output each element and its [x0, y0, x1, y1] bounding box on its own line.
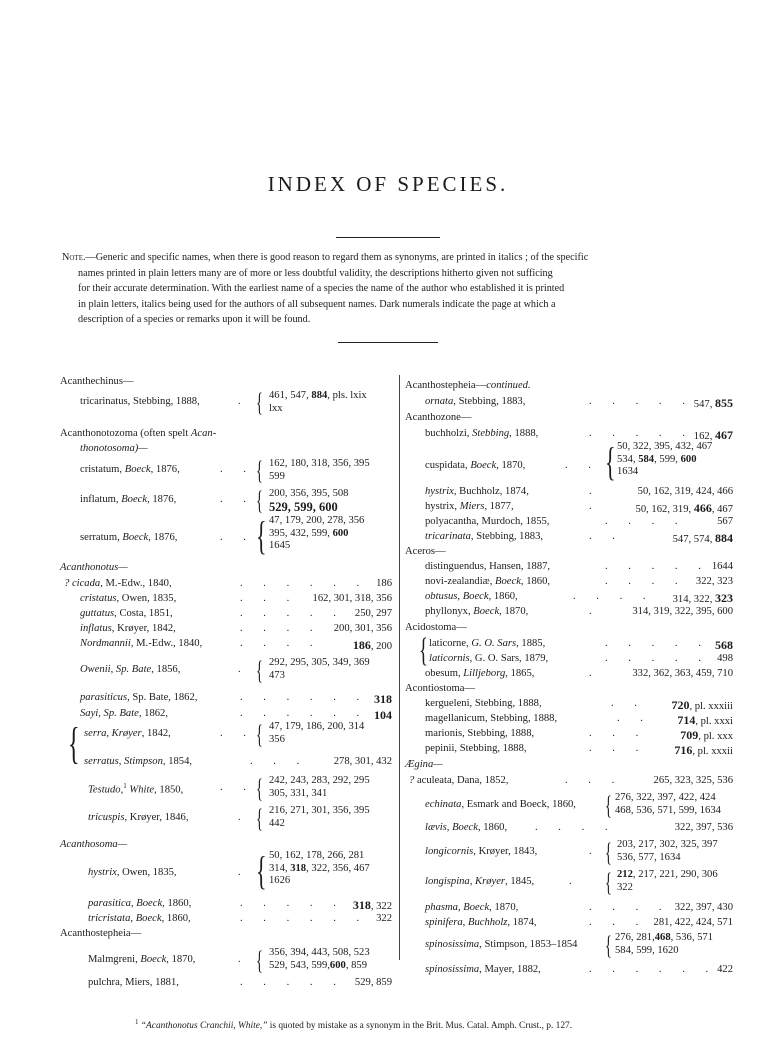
page-refs: 567	[717, 516, 733, 527]
leader-dots: . . . .	[589, 902, 671, 913]
note-label: Note.	[62, 252, 86, 263]
leader-dots: .	[238, 812, 250, 823]
genus-heading-cont: thonotosoma)—	[80, 443, 148, 454]
species-name: inflatus, Krøyer, 1842,	[80, 623, 176, 634]
leader-dots: . . .	[565, 775, 624, 786]
species-name: obtusus, Boeck, 1860,	[425, 591, 518, 602]
species-name: echinata, Esmark and Boeck, 1860,	[425, 799, 576, 810]
species-name: serratum, Boeck, 1876,	[80, 532, 178, 543]
species-name: hystrix, Buchholz, 1874,	[425, 486, 529, 497]
brace: {	[605, 931, 612, 960]
leader-dots: . . . . . .	[240, 913, 369, 924]
leader-dots: .	[589, 501, 601, 512]
leader-dots: .	[589, 606, 601, 617]
species-name: ? aculeata, Dana, 1852,	[409, 775, 509, 786]
species-name: Nordmannii, M.-Edw., 1840,	[80, 638, 203, 649]
leader-dots: . . . . .	[589, 396, 694, 407]
leader-dots: . . . . .	[605, 561, 710, 572]
page-refs: 200, 301, 356	[333, 623, 392, 634]
page-refs: 250, 297	[354, 608, 392, 619]
note-line: names printed in plain letters many are of more or less doubtful validity, the descriptions hitherto given not sufficing	[78, 267, 553, 279]
species-name: longicornis, Krøyer, 1843,	[425, 846, 538, 857]
leader-dots: . . . . . .	[240, 692, 369, 703]
genus-heading: Acanthozone—	[405, 412, 472, 423]
genus-heading: Acanthonotozoma (often spelt Acan-	[60, 428, 217, 439]
leader-dots: . . .	[250, 756, 309, 767]
page-refs: 318, 322	[352, 898, 392, 912]
genus-heading: Acidostoma—	[405, 622, 467, 633]
leader-dots: . . .	[240, 593, 299, 604]
species-name: phyllonyx, Boeck, 1870,	[425, 606, 529, 617]
page-refs: 422	[717, 964, 733, 975]
brace: {	[605, 868, 612, 897]
genus-heading: Acanthosoma—	[60, 839, 128, 850]
species-name: Malmgreni, Boeck, 1870,	[88, 954, 196, 965]
page-refs: 547, 574, 884	[672, 531, 733, 545]
leader-dots: . .	[611, 698, 646, 709]
leader-dots: . .	[220, 782, 255, 793]
brace: {	[256, 804, 263, 833]
brace: {	[256, 388, 263, 417]
page-refs: 162, 180, 318, 356, 395 599	[269, 458, 370, 482]
species-name: cristatus, Owen, 1835,	[80, 593, 177, 604]
brace: {	[256, 848, 267, 893]
page-refs: 529, 859	[354, 977, 392, 988]
species-name: laticorne, G. O. Sars, 1885,	[429, 638, 546, 649]
brace: {	[256, 656, 263, 685]
species-name: parasiticus, Sp. Bate, 1862,	[80, 692, 198, 703]
species-name: cuspidata, Boeck, 1870,	[425, 460, 526, 471]
species-name: phasma, Boeck, 1870,	[425, 902, 519, 913]
page-refs: 709, pl. xxx	[680, 728, 733, 742]
species-name: spinifera, Buchholz, 1874,	[425, 917, 537, 928]
species-name: spinosissima, Stimpson, 1853–1854	[425, 939, 578, 950]
leader-dots: .	[589, 668, 601, 679]
page-refs: 242, 243, 283, 292, 295 305, 331, 341	[269, 775, 370, 799]
column-divider	[399, 375, 400, 960]
leader-dots: . .	[589, 531, 624, 542]
page-refs: 720, pl. xxxiii	[671, 698, 733, 712]
page-refs: 278, 301, 432	[333, 756, 392, 767]
page-refs: 203, 217, 302, 325, 397 536, 577, 1634	[617, 839, 718, 863]
genus-heading: Acontiostoma—	[405, 683, 476, 694]
leader-dots: . . . .	[573, 591, 655, 602]
leader-dots: . .	[220, 532, 255, 543]
species-name: pulchra, Miers, 1881,	[88, 977, 179, 988]
leader-dots: . . . . .	[240, 898, 345, 909]
leader-dots: .	[589, 486, 601, 497]
brace: {	[256, 513, 267, 558]
species-name: obesum, Lilljeborg, 1865,	[425, 668, 535, 679]
species-name: novi-zealandiæ, Boeck, 1860,	[425, 576, 551, 587]
leader-dots: .	[238, 664, 250, 675]
brace: {	[605, 838, 612, 867]
leader-dots: . . . . . .	[589, 964, 718, 975]
page-refs: 314, 319, 322, 395, 600	[632, 606, 733, 617]
page-refs: 461, 547, 884, pls. lxix lxx	[269, 390, 367, 414]
leader-dots: . . . .	[240, 638, 322, 649]
note-rule	[338, 342, 438, 343]
brace: {	[256, 774, 263, 803]
species-name: tricarinatus, Stebbing, 1888,	[80, 396, 200, 407]
page-refs: 322	[376, 913, 392, 924]
species-name: Testudo,$^1$ White, 1850,	[88, 782, 184, 796]
species-name: serratus, Stimpson, 1854,	[84, 756, 193, 767]
species-name: hystrix, Miers, 1877,	[425, 501, 514, 512]
page-refs: 281, 422, 424, 571	[653, 917, 733, 928]
brace: {	[256, 456, 263, 485]
genus-heading: Acanthostepheia—continued.	[405, 380, 531, 391]
page-refs: 104	[374, 708, 392, 722]
leader-dots: . .	[220, 494, 255, 505]
page-refs: 1644	[711, 561, 733, 572]
species-name: Owenii, Sp. Bate, 1856,	[80, 664, 181, 675]
leader-dots: . . .	[589, 728, 648, 739]
species-name: ? cicada, M.-Edw., 1840,	[64, 578, 172, 589]
species-name: lævis, Boeck, 1860,	[425, 822, 508, 833]
page-refs: 162, 301, 318, 356	[312, 593, 392, 604]
leader-dots: . .	[220, 464, 255, 475]
species-name: kergueleni, Stebbing, 1888,	[425, 698, 542, 709]
page-refs: 714, pl. xxxi	[677, 713, 733, 727]
genus-heading: Aceros—	[405, 546, 446, 557]
genus-heading: Acanthonotus—	[60, 562, 128, 573]
species-name: longispina, Krøyer, 1845,	[425, 876, 535, 887]
genus-heading: Acanthechinus—	[60, 376, 134, 387]
leader-dots: .	[569, 876, 581, 887]
synonym-brace: {	[68, 719, 80, 768]
leader-dots: . . . . .	[240, 977, 345, 988]
leader-dots: . . . . .	[605, 638, 710, 649]
title-rule	[336, 237, 440, 238]
page-refs: 162, 467	[693, 428, 733, 442]
leader-dots: . . .	[589, 917, 648, 928]
species-name: serra, Krøyer, 1842,	[84, 728, 171, 739]
leader-dots: .	[238, 867, 250, 878]
species-name: tricuspis, Krøyer, 1846,	[88, 812, 189, 823]
page-refs: 212, 217, 221, 290, 306 322	[617, 869, 718, 893]
leader-dots: . . .	[589, 743, 648, 754]
page-refs: 322, 397, 430	[674, 902, 733, 913]
leader-dots: . . . .	[535, 822, 617, 833]
page-refs: 498	[717, 653, 733, 664]
note-line: description of a species or remarks upon it will be found.	[78, 314, 311, 325]
note-paragraph	[62, 250, 730, 328]
synonym-brace: {	[419, 632, 428, 669]
leader-dots: . . . .	[605, 576, 687, 587]
leader-dots: . .	[565, 460, 600, 471]
page-refs: 292, 295, 305, 349, 369 473	[269, 657, 370, 681]
brace: {	[256, 946, 263, 975]
species-name: ornata, Stebbing, 1883,	[425, 396, 526, 407]
page-refs: 50, 322, 395, 432, 467 534, 584, 599, 600 1634	[617, 441, 713, 477]
leader-dots: . . . . .	[240, 608, 345, 619]
leader-dots: . . . . . .	[240, 578, 369, 589]
brace: {	[605, 439, 616, 484]
species-name: buchholzi, Stebbing, 1888,	[425, 428, 539, 439]
species-name: tricristata, Boeck, 1860,	[88, 913, 191, 924]
note-line: in plain letters, italics being used for the authors of all subsequent names. Dark numerals indicate the page at which a	[78, 298, 556, 310]
page-refs: 47, 179, 200, 278, 356 395, 432, 599, 600 1645	[269, 515, 365, 551]
species-name: parasitica, Boeck, 1860,	[88, 898, 192, 909]
leader-dots: . . . . . .	[240, 708, 369, 719]
species-name: pepinii, Stebbing, 1888,	[425, 743, 527, 754]
footnote: $^1$ “Acanthonotus Cranchii, White,” is quoted by mistake as a synonym in the Brit. Mus. Catal. Amph. Crust., p. 127.	[135, 1018, 573, 1032]
leader-dots: .	[238, 954, 250, 965]
leader-dots: .	[589, 846, 601, 857]
species-name: cristatum, Boeck, 1876,	[80, 464, 180, 475]
species-name: marionis, Stebbing, 1888,	[425, 728, 535, 739]
page-refs: 356, 394, 443, 508, 523 529, 543, 599,600, 859	[269, 947, 370, 971]
page-refs: 322, 397, 536	[674, 822, 733, 833]
species-name: Sayi, Sp. Bate, 1862,	[80, 708, 168, 719]
page-refs: 186, 200	[352, 638, 392, 652]
page-refs: 332, 362, 363, 459, 710	[632, 668, 733, 679]
brace: {	[256, 720, 263, 749]
brace: {	[256, 486, 263, 515]
species-name: distinguendus, Hansen, 1887,	[425, 561, 551, 572]
page-title: INDEX OF SPECIES.	[267, 172, 509, 196]
page-refs: 265, 323, 325, 536	[653, 775, 733, 786]
species-name: laticornis, G. O. Sars, 1879,	[429, 653, 549, 664]
page-refs: 276, 322, 397, 422, 424 468, 536, 571, 599, 1634	[615, 792, 721, 816]
species-name: magellanicum, Stebbing, 1888,	[425, 713, 558, 724]
species-name: guttatus, Costa, 1851,	[80, 608, 173, 619]
leader-dots: . .	[220, 728, 255, 739]
page-refs: 47, 179, 186, 200, 314 356	[269, 721, 365, 745]
leader-dots: . . . .	[605, 516, 687, 527]
species-name: polyacantha, Murdoch, 1855,	[425, 516, 550, 527]
page-refs: 50, 162, 178, 266, 281 314, 318, 322, 356, 467 1626	[269, 850, 370, 886]
page-refs: 200, 356, 395, 508 529, 599, 600	[269, 488, 349, 514]
leader-dots: .	[238, 396, 250, 407]
brace: {	[605, 791, 612, 820]
species-name: spinosissima, Mayer, 1882,	[425, 964, 541, 975]
page-refs: 216, 271, 301, 356, 395 442	[269, 805, 370, 829]
page-refs: 716, pl. xxxii	[674, 743, 733, 757]
leader-dots: . .	[617, 713, 652, 724]
species-name: tricarinata, Stebbing, 1883,	[425, 531, 544, 542]
species-name: inflatum, Boeck, 1876,	[80, 494, 177, 505]
page-refs: 186	[376, 578, 392, 589]
page-refs: 322, 323	[695, 576, 733, 587]
leader-dots: . . . . .	[605, 653, 710, 664]
page-refs: 314, 322, 323	[672, 591, 733, 605]
page-refs: 276, 281,468, 536, 571 584, 599, 1620	[615, 932, 713, 956]
genus-heading: Acanthostepheia—	[60, 928, 142, 939]
note-line: for their accurate determination. With the earliest name of a species the name of the author who established it is printed	[78, 283, 565, 294]
page-refs: 568	[715, 638, 733, 652]
note-line: —Generic and specific names, when there is good reason to regard them as synonyms, are printed in italics ; of the specific	[85, 252, 589, 263]
genus-heading: Ægina—	[405, 759, 443, 770]
page-refs: 547, 855	[693, 396, 733, 410]
page-refs: 50, 162, 319, 424, 466	[637, 486, 733, 497]
page-refs: 50, 162, 319, 466, 467	[635, 501, 733, 515]
leader-dots: . . . . .	[589, 428, 694, 439]
species-name: hystrix, Owen, 1835,	[88, 867, 177, 878]
page-refs: 318	[374, 692, 392, 706]
leader-dots: . . . .	[240, 623, 322, 634]
